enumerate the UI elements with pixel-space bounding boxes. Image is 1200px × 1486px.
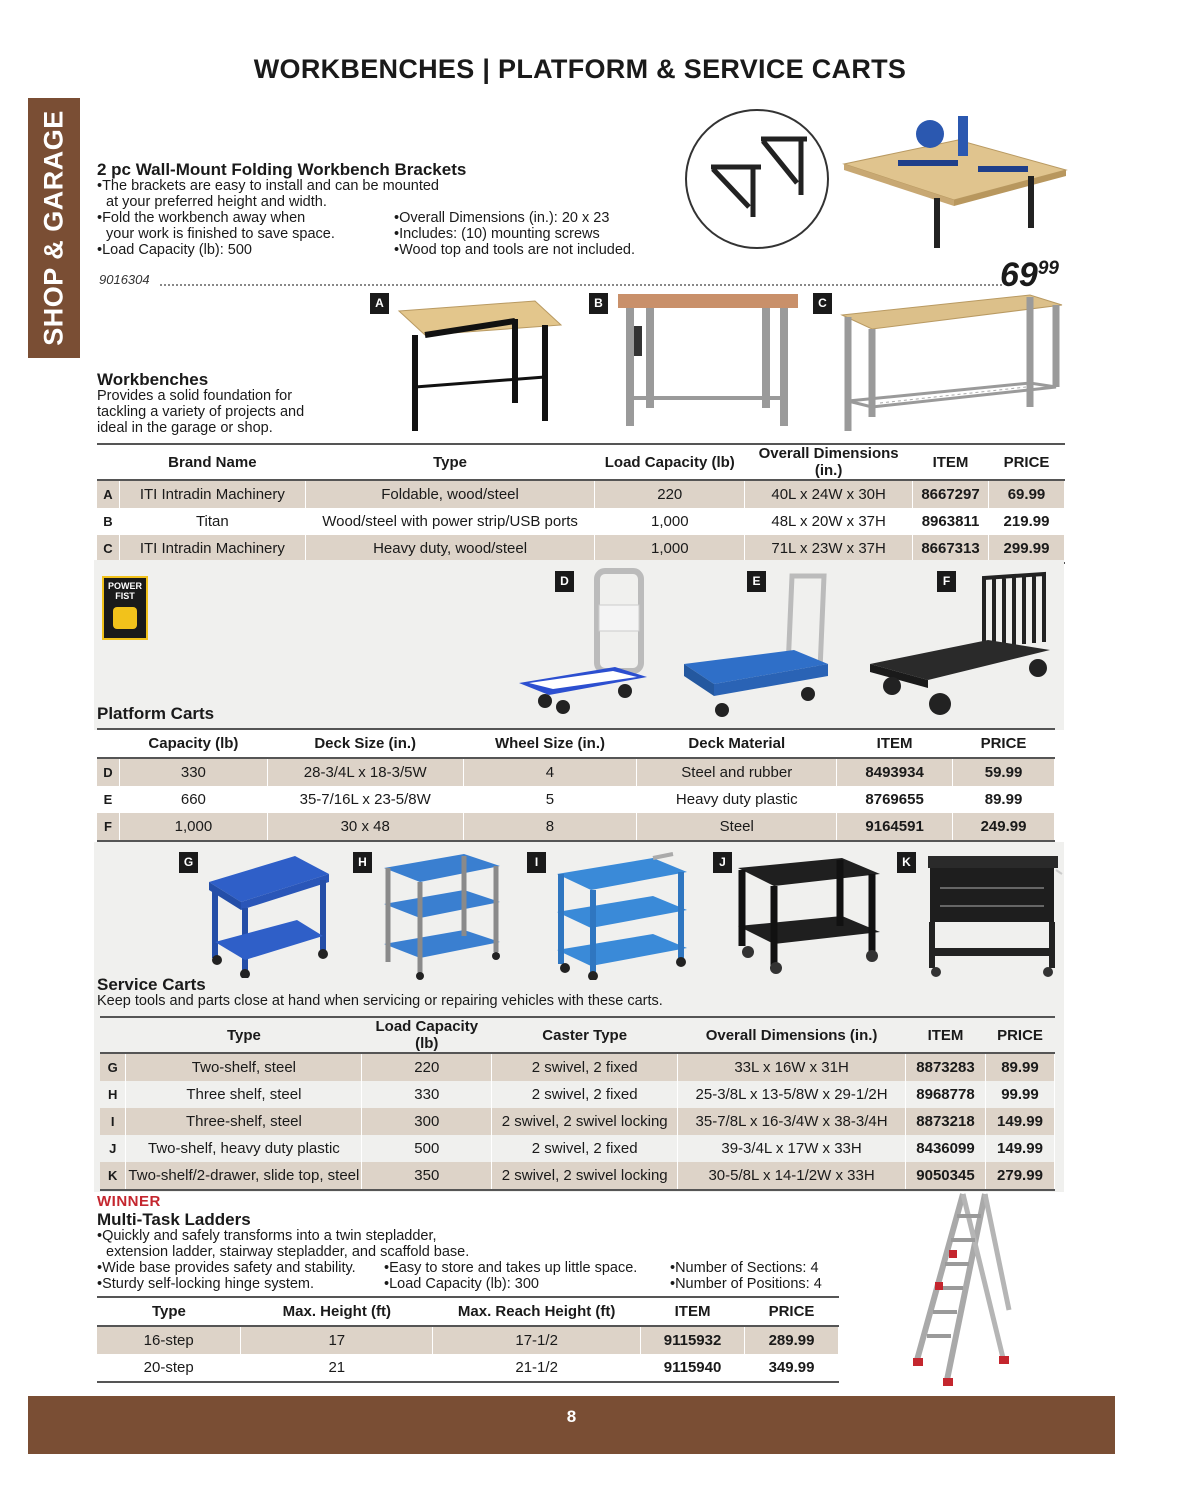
col-header: PRICE — [989, 444, 1065, 480]
workbenches-table — [97, 443, 1065, 564]
cell: 300 — [362, 1108, 492, 1135]
item-number: 9115932 — [641, 1326, 745, 1354]
ladders-bullets-col2 — [384, 1260, 674, 1292]
image-letter: H — [353, 852, 372, 873]
winner-logo: WINNER — [97, 1193, 161, 1210]
item-number: 8873283 — [906, 1053, 986, 1081]
bullet: •Number of Sections: 4 — [670, 1260, 819, 1276]
price: 219.99 — [989, 508, 1065, 535]
cell: Three-shelf, steel — [126, 1108, 362, 1135]
item-number: 8436099 — [906, 1135, 986, 1162]
row-letter: F — [97, 813, 119, 841]
price: 349.99 — [745, 1354, 839, 1382]
cell: 30-5/8L x 14-1/2W x 33H — [678, 1162, 906, 1190]
price: 249.99 — [953, 813, 1055, 841]
cell: 48L x 20W x 37H — [745, 508, 913, 535]
col-header: Wheel Size (in.) — [463, 729, 637, 758]
price: 149.99 — [985, 1108, 1054, 1135]
col-header: ITEM — [641, 1297, 745, 1326]
page-number: 8 — [566, 1407, 577, 1426]
brackets-sku: 9016304 — [99, 272, 150, 287]
table-row — [97, 535, 1065, 563]
col-header — [100, 1017, 126, 1053]
cell: 71L x 23W x 37H — [745, 535, 913, 563]
cell: 35-7/16L x 23-5/8W — [267, 786, 463, 813]
service-carts-desc: Keep tools and parts close at hand when servicing or repairing vehicles with these carts. — [97, 993, 663, 1009]
image-letter: K — [897, 852, 916, 873]
workbench-c-image — [840, 291, 1064, 439]
col-header: ITEM — [906, 1017, 986, 1053]
service-cart-i-image — [553, 852, 689, 980]
col-header — [97, 444, 119, 480]
cell: 5 — [463, 786, 637, 813]
desc-line: ideal in the garage or shop. — [97, 420, 273, 436]
price: 69.99 — [989, 480, 1065, 508]
cell: 17-1/2 — [433, 1326, 641, 1354]
service-cart-k-image — [924, 852, 1064, 980]
service-cart-h-image — [380, 852, 506, 980]
cell: 20-step — [97, 1354, 241, 1382]
platform-cart-d-image — [515, 565, 650, 715]
side-tab — [28, 98, 80, 358]
image-letter: E — [747, 571, 766, 592]
cell: Titan — [119, 508, 305, 535]
item-number: 9115940 — [641, 1354, 745, 1382]
logo-text: FIST — [115, 591, 135, 601]
item-number: 8493934 — [837, 758, 953, 786]
row-letter: J — [100, 1135, 126, 1162]
cell: ITI Intradin Machinery — [119, 480, 305, 508]
table-header-row — [97, 729, 1055, 758]
cell: 33L x 16W x 31H — [678, 1053, 906, 1081]
col-header: Overall Dimensions (in.) — [678, 1017, 906, 1053]
price: 59.99 — [953, 758, 1055, 786]
bullet: •Load Capacity (lb): 500 — [97, 242, 252, 258]
power-fist-logo — [102, 576, 148, 640]
col-header: PRICE — [985, 1017, 1054, 1053]
cell: 2 swivel, 2 swivel locking — [492, 1162, 678, 1190]
cell: 21 — [241, 1354, 433, 1382]
ladders-bullets-col3 — [670, 1260, 860, 1292]
row-letter: G — [100, 1053, 126, 1081]
row-letter: D — [97, 758, 119, 786]
image-letter: G — [179, 852, 198, 873]
item-number: 8873218 — [906, 1108, 986, 1135]
bullet-cont: your work is finished to save space. — [106, 226, 335, 242]
price: 289.99 — [745, 1326, 839, 1354]
table-row — [97, 1326, 839, 1354]
col-header — [97, 729, 119, 758]
workbenches-title: Workbenches — [97, 370, 209, 389]
table-row — [100, 1053, 1055, 1081]
cell: 21-1/2 — [433, 1354, 641, 1382]
bullet: •Easy to store and takes up little space. — [384, 1260, 638, 1276]
table-row — [97, 480, 1065, 508]
cell: 1,000 — [119, 813, 267, 841]
side-tab-label: SHOP & GARAGE — [38, 110, 69, 346]
cell: ITI Intradin Machinery — [119, 535, 305, 563]
bullet: •Sturdy self-locking hinge system. — [97, 1276, 315, 1292]
cell: Steel — [637, 813, 837, 841]
image-letter: B — [589, 293, 608, 314]
platform-cart-f-image — [868, 568, 1052, 720]
bullet: •Fold the workbench away when — [97, 210, 306, 226]
cell: 40L x 24W x 30H — [745, 480, 913, 508]
row-letter: C — [97, 535, 119, 563]
bracket-image — [683, 107, 831, 251]
col-header: PRICE — [745, 1297, 839, 1326]
desc-line: tackling a variety of projects and — [97, 404, 305, 420]
table-row — [97, 1354, 839, 1382]
price: 89.99 — [953, 786, 1055, 813]
price: 99.99 — [985, 1081, 1054, 1108]
cell: Wood/steel with power strip/USB ports — [305, 508, 595, 535]
col-header: Overall Dimensions (in.) — [745, 444, 913, 480]
workbench-b-image — [616, 290, 800, 438]
cell: 28-3/4L x 18-3/5W — [267, 758, 463, 786]
price: 149.99 — [985, 1135, 1054, 1162]
cell: 330 — [119, 758, 267, 786]
cell: 2 swivel, 2 fixed — [492, 1081, 678, 1108]
table-row — [97, 508, 1065, 535]
col-header: ITEM — [913, 444, 989, 480]
bullet: •Overall Dimensions (in.): 20 x 23 — [394, 210, 610, 226]
col-header: Load Capacity (lb) — [362, 1017, 492, 1053]
cell: Three shelf, steel — [126, 1081, 362, 1108]
item-number: 8667313 — [913, 535, 989, 563]
image-letter: D — [555, 571, 574, 592]
brackets-title: 2 pc Wall-Mount Folding Workbench Brackets — [97, 160, 467, 179]
cell: 500 — [362, 1135, 492, 1162]
cell: 2 swivel, 2 fixed — [492, 1053, 678, 1081]
image-letter: F — [937, 571, 956, 592]
logo-text: POWER — [107, 581, 142, 591]
bullet: •The brackets are easy to install and can be mounted — [97, 178, 439, 194]
cell: 1,000 — [595, 508, 745, 535]
cell: 220 — [595, 480, 745, 508]
service-carts-title: Service Carts — [97, 975, 206, 994]
cell: 2 swivel, 2 swivel locking — [492, 1108, 678, 1135]
table-row — [100, 1081, 1055, 1108]
image-letter: J — [713, 852, 732, 873]
cell: 220 — [362, 1053, 492, 1081]
col-header: Deck Material — [637, 729, 837, 758]
ladder-image — [905, 1190, 1015, 1394]
table-row — [97, 786, 1055, 813]
col-header: Capacity (lb) — [119, 729, 267, 758]
bullet: •Quickly and safely transforms into a twin stepladder, — [97, 1228, 437, 1244]
table-header-row — [100, 1017, 1055, 1053]
platform-cart-e-image — [682, 568, 832, 720]
cell: Heavy duty, wood/steel — [305, 535, 595, 563]
col-header: ITEM — [837, 729, 953, 758]
row-letter: E — [97, 786, 119, 813]
col-header: Deck Size (in.) — [267, 729, 463, 758]
table-header-row — [97, 444, 1065, 480]
row-letter: I — [100, 1108, 126, 1135]
item-number: 8769655 — [837, 786, 953, 813]
cell: Two-shelf, steel — [126, 1053, 362, 1081]
bullet: •Load Capacity (lb): 300 — [384, 1276, 539, 1292]
bullet: •Wood top and tools are not included. — [394, 242, 636, 258]
row-letter: A — [97, 480, 119, 508]
bullet: •Wide base provides safety and stability. — [97, 1260, 356, 1276]
table-header-row — [97, 1297, 839, 1326]
desc-line: Provides a solid foundation for — [97, 388, 293, 404]
col-header: Load Capacity (lb) — [595, 444, 745, 480]
col-header: Max. Reach Height (ft) — [433, 1297, 641, 1326]
col-header: Max. Height (ft) — [241, 1297, 433, 1326]
footer-bar — [28, 1396, 1115, 1454]
cell: 17 — [241, 1326, 433, 1354]
ladders-table — [97, 1296, 839, 1383]
row-letter: H — [100, 1081, 126, 1108]
table-row — [97, 813, 1055, 841]
bullet: •Includes: (10) mounting screws — [394, 226, 600, 242]
ladders-title: Multi-Task Ladders — [97, 1210, 251, 1229]
price: 299.99 — [989, 535, 1065, 563]
fist-icon — [113, 607, 137, 629]
cell: 16-step — [97, 1326, 241, 1354]
col-header: Caster Type — [492, 1017, 678, 1053]
cell: Two-shelf/2-drawer, slide top, steel — [126, 1162, 362, 1190]
cell: 660 — [119, 786, 267, 813]
cell: 35-7/8L x 16-3/4W x 38-3/4H — [678, 1108, 906, 1135]
cell: 4 — [463, 758, 637, 786]
dotted-leader — [160, 284, 1002, 286]
cell: Steel and rubber — [637, 758, 837, 786]
row-letter: B — [97, 508, 119, 535]
cell: 30 x 48 — [267, 813, 463, 841]
bullet-cont: at your preferred height and width. — [106, 194, 327, 210]
page-title: WORKBENCHES | PLATFORM & SERVICE CARTS — [253, 54, 907, 84]
platform-carts-table — [97, 728, 1055, 842]
cell: 350 — [362, 1162, 492, 1190]
table-row — [100, 1135, 1055, 1162]
cell: 1,000 — [595, 535, 745, 563]
bullet: •Number of Positions: 4 — [670, 1276, 822, 1292]
item-number: 9164591 — [837, 813, 953, 841]
service-cart-g-image — [205, 850, 333, 978]
cell: Foldable, wood/steel — [305, 480, 595, 508]
cell: 330 — [362, 1081, 492, 1108]
image-letter: A — [370, 293, 389, 314]
col-header: PRICE — [953, 729, 1055, 758]
table-row — [100, 1162, 1055, 1190]
col-header: Type — [305, 444, 595, 480]
brackets-bullets-right — [394, 210, 684, 258]
workbench-a-image — [395, 295, 565, 437]
brackets-price: $69^{99}$ — [1000, 256, 1059, 294]
image-letter: I — [527, 852, 546, 873]
cell: 25-3/8L x 13-5/8W x 29-1/2H — [678, 1081, 906, 1108]
service-carts-table — [100, 1016, 1055, 1191]
col-header: Type — [126, 1017, 362, 1053]
item-number: 8667297 — [913, 480, 989, 508]
cell: Two-shelf, heavy duty plastic — [126, 1135, 362, 1162]
wall-workbench-image — [838, 112, 1070, 258]
platform-carts-title: Platform Carts — [97, 704, 215, 723]
cell: 2 swivel, 2 fixed — [492, 1135, 678, 1162]
image-letter: C — [813, 293, 832, 314]
table-row — [97, 758, 1055, 786]
cell: Heavy duty plastic — [637, 786, 837, 813]
row-letter: K — [100, 1162, 126, 1190]
bullet-cont: extension ladder, stairway stepladder, and scaffold base. — [106, 1244, 470, 1260]
price: 279.99 — [985, 1162, 1054, 1190]
service-cart-j-image — [736, 856, 882, 974]
workbenches-desc — [97, 388, 304, 436]
col-header: Type — [97, 1297, 241, 1326]
item-number: 8968778 — [906, 1081, 986, 1108]
cell: 39-3/4L x 17W x 33H — [678, 1135, 906, 1162]
table-row — [100, 1108, 1055, 1135]
item-number: 8963811 — [913, 508, 989, 535]
item-number: 9050345 — [906, 1162, 986, 1190]
cell: 8 — [463, 813, 637, 841]
col-header: Brand Name — [119, 444, 305, 480]
price: 89.99 — [985, 1053, 1054, 1081]
